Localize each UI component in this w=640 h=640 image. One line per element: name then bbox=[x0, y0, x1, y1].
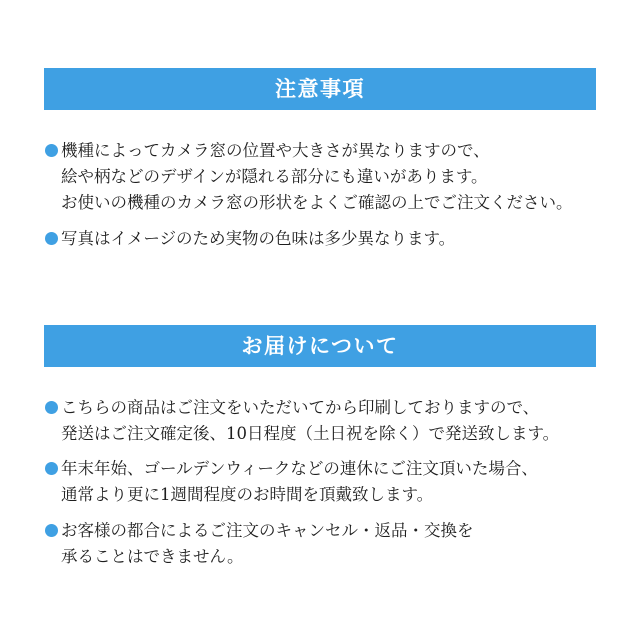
bullet-icon bbox=[45, 462, 58, 475]
section-heading-bar-caution bbox=[44, 68, 596, 110]
list-item-line: お使いの機種のカメラ窓の形状をよくご確認の上でご注文ください。 bbox=[61, 193, 573, 212]
list-item-line: 絵や柄などのデザインが隠れる部分にも違いがあります。 bbox=[61, 167, 488, 186]
bullet-icon bbox=[45, 524, 58, 537]
list-item-line: 発送はご注文確定後、10日程度（土日祝を除く）で発送致します。 bbox=[61, 424, 560, 443]
list-item-text bbox=[61, 226, 604, 252]
list-item-text bbox=[61, 395, 604, 447]
list-item bbox=[44, 456, 604, 508]
section-heading: 注意事項 bbox=[275, 76, 365, 101]
list-item bbox=[44, 226, 604, 252]
list-item-line: 通常より更に1週間程度のお時間を頂戴致します。 bbox=[61, 485, 434, 504]
list-item-line: 写真はイメージのため実物の色味は多少異なります。 bbox=[61, 229, 456, 248]
list-item bbox=[44, 138, 604, 216]
list-item-text bbox=[61, 456, 604, 508]
list-item-line: こちらの商品はご注文をいただいてから印刷しておりますので、 bbox=[61, 398, 540, 417]
list-item-line: 機種によってカメラ窓の位置や大きさが異なりますので、 bbox=[61, 141, 490, 160]
section-heading-bar-delivery bbox=[44, 325, 596, 367]
list-item bbox=[44, 518, 604, 570]
list-item-text bbox=[61, 138, 604, 216]
list-item-line: 年末年始、ゴールデンウィークなどの連休にご注文頂いた場合、 bbox=[61, 459, 538, 478]
section-heading: お届けについて bbox=[241, 333, 399, 358]
bullet-icon bbox=[45, 232, 58, 245]
bullet-icon bbox=[45, 144, 58, 157]
list-item bbox=[44, 395, 604, 447]
bullet-icon bbox=[45, 401, 58, 414]
list-item-line: 承ることはできません。 bbox=[61, 547, 244, 566]
list-item-line: お客様の都合によるご注文のキャンセル・返品・交換を bbox=[61, 521, 474, 540]
list-item-text bbox=[61, 518, 604, 570]
